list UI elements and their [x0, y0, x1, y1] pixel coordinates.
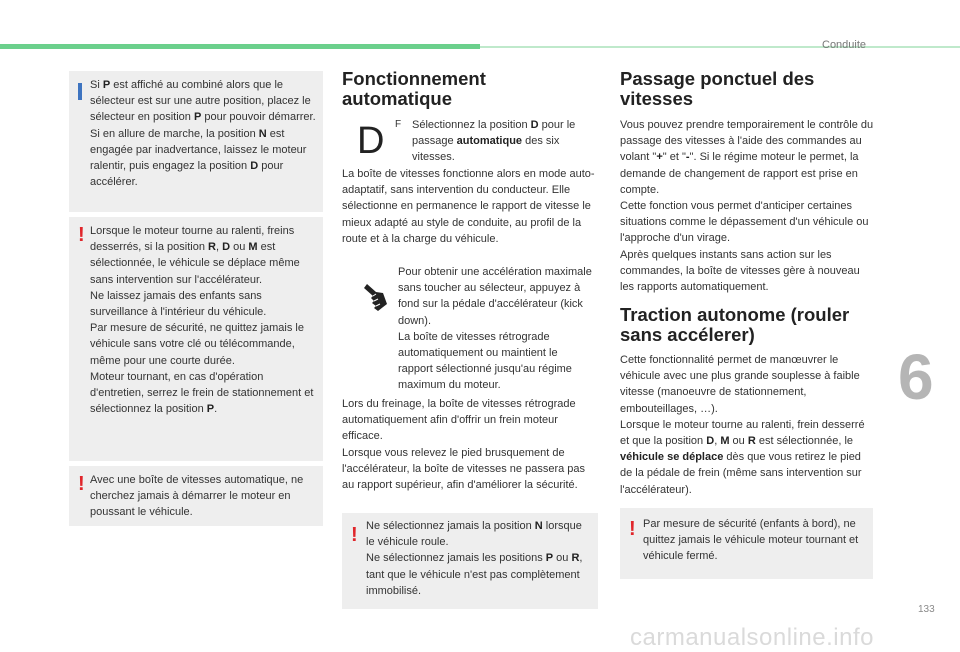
warning-box-idle	[69, 217, 323, 461]
kick-down-text: Pour obtenir une accélération maximale sans toucher au sélecteur, appuyez à fond sur la pédale d'accélérateur (kick down). La boîte de vitesses rétrograde automatiquement ou maintient le rapport sélectionné jusqu'au régime maximum du moteur.	[398, 266, 592, 392]
warning-box-push-start	[69, 466, 323, 526]
warning-icon: !	[78, 473, 85, 495]
section-title: Conduite	[822, 39, 867, 51]
section-heading-creep: Traction autonome (rouler sans accélerer)	[620, 304, 850, 345]
info-text: Si P est affiché au combiné alors que le sélecteur est sur une autre position, placez le sélecteur en position P pour pouvoir démarrer. Si en allure de marche, la position N est engagée par inadvertance, laissez le moteur ralentir, puis engagez la position D pour accélérer.	[90, 79, 316, 189]
paragraph-braking: Lors du freinage, la boîte de vitesses rétrograde automatiquement afin d'offrir un frein moteur efficace. Lorsque vous relevez le pied brusquement de l'accélérateur, la boîte de vitesses ne passera pas au rapport supérieur, afin d'améliorer la sécurité.	[342, 398, 586, 492]
paragraph-manual-shift: Vous pouvez prendre temporairement le contrôle du passage des vitesses à l'aide des commandes au volant "+" et "-". Si le régime moteur le permet, la demande de changement de rapport est prise en compte. Cette fonction vous permet d'anticiper certaines situations comme le dépassement d'un véhicule ou l'approche d'un virage. Après quelques instants sans action sur les commandes, la boîte de vitesses gère à nouveau les rapports automatiquement.	[620, 119, 874, 294]
warning-text: Ne sélectionnez jamais la position N lorsque le véhicule roule. Ne sélectionnez jamais les positions P ou R, tant que le véhicule n'est pas complètement immobilisé.	[366, 520, 583, 597]
warning-icon: !	[78, 224, 85, 246]
warning-icon: !	[629, 518, 636, 540]
page-number: 133	[918, 604, 935, 615]
header-accent-bar	[0, 44, 480, 49]
watermark: carmanualsonline.info	[630, 624, 874, 651]
warning-box-children	[620, 508, 873, 579]
info-icon	[78, 83, 82, 100]
warning-text: Lorsque le moteur tourne au ralenti, freins desserrés, si la position R, D ou M est sélectionnée, le véhicule se déplace même sans intervention sur l'accélérateur. Ne laissez jamais des enfants sans surveillance à l'intérieur du véhicule. Par mesure de sécurité, ne quittez jamais le véhicule sans votre clé ou télécommande, même pour une courte durée. Moteur tournant, en cas d'opération d'entretien, serrez le frein de stationnement et sélectionnez la position P.	[90, 225, 314, 416]
section-heading-manual-shift: Passage ponctuel des vitesses	[620, 68, 815, 109]
paragraph-auto-adaptive: La boîte de vitesses fonctionne alors en mode auto-adaptatif, sans intervention du conducteur. Elle sélectionne en permanence le rapport de vitesse le mieux adapté au style de conduite, au profil de la route et à la charge du véhicule.	[342, 168, 595, 245]
warning-box-neutral	[342, 513, 598, 609]
warning-icon: !	[351, 524, 358, 546]
hand-pointing-icon	[361, 282, 391, 314]
warning-text: Par mesure de sécurité (enfants à bord), ne quittez jamais le véhicule moteur tournant et véhicule fermé.	[643, 518, 859, 563]
header-rule	[480, 46, 960, 48]
section-heading-automatic: Fonctionnement automatique	[342, 68, 486, 109]
bullet-icon: F	[395, 119, 402, 130]
step-select-d: Sélectionnez la position D pour le passage automatique des six vitesses.	[412, 119, 576, 164]
chapter-number: 6	[898, 341, 934, 413]
paragraph-creep: Cette fonctionnalité permet de manœuvrer le véhicule avec une plus grande souplesse à faible vitesse (manoeuvre de stationnement, embouteillages, …). Lorsque le moteur tourne au ralenti, frein desserré et que la position D, M ou R est sélectionnée, le véhicule se déplace dès que vous retirez le pied de la pédale de frein (même sans intervention sur l'accélérateur).	[620, 354, 865, 496]
d-position-icon: D	[357, 120, 385, 162]
warning-text: Avec une boîte de vitesses automatique, ne cherchez jamais à démarrer le moteur en poussant le véhicule.	[90, 474, 304, 519]
info-box	[69, 71, 323, 212]
